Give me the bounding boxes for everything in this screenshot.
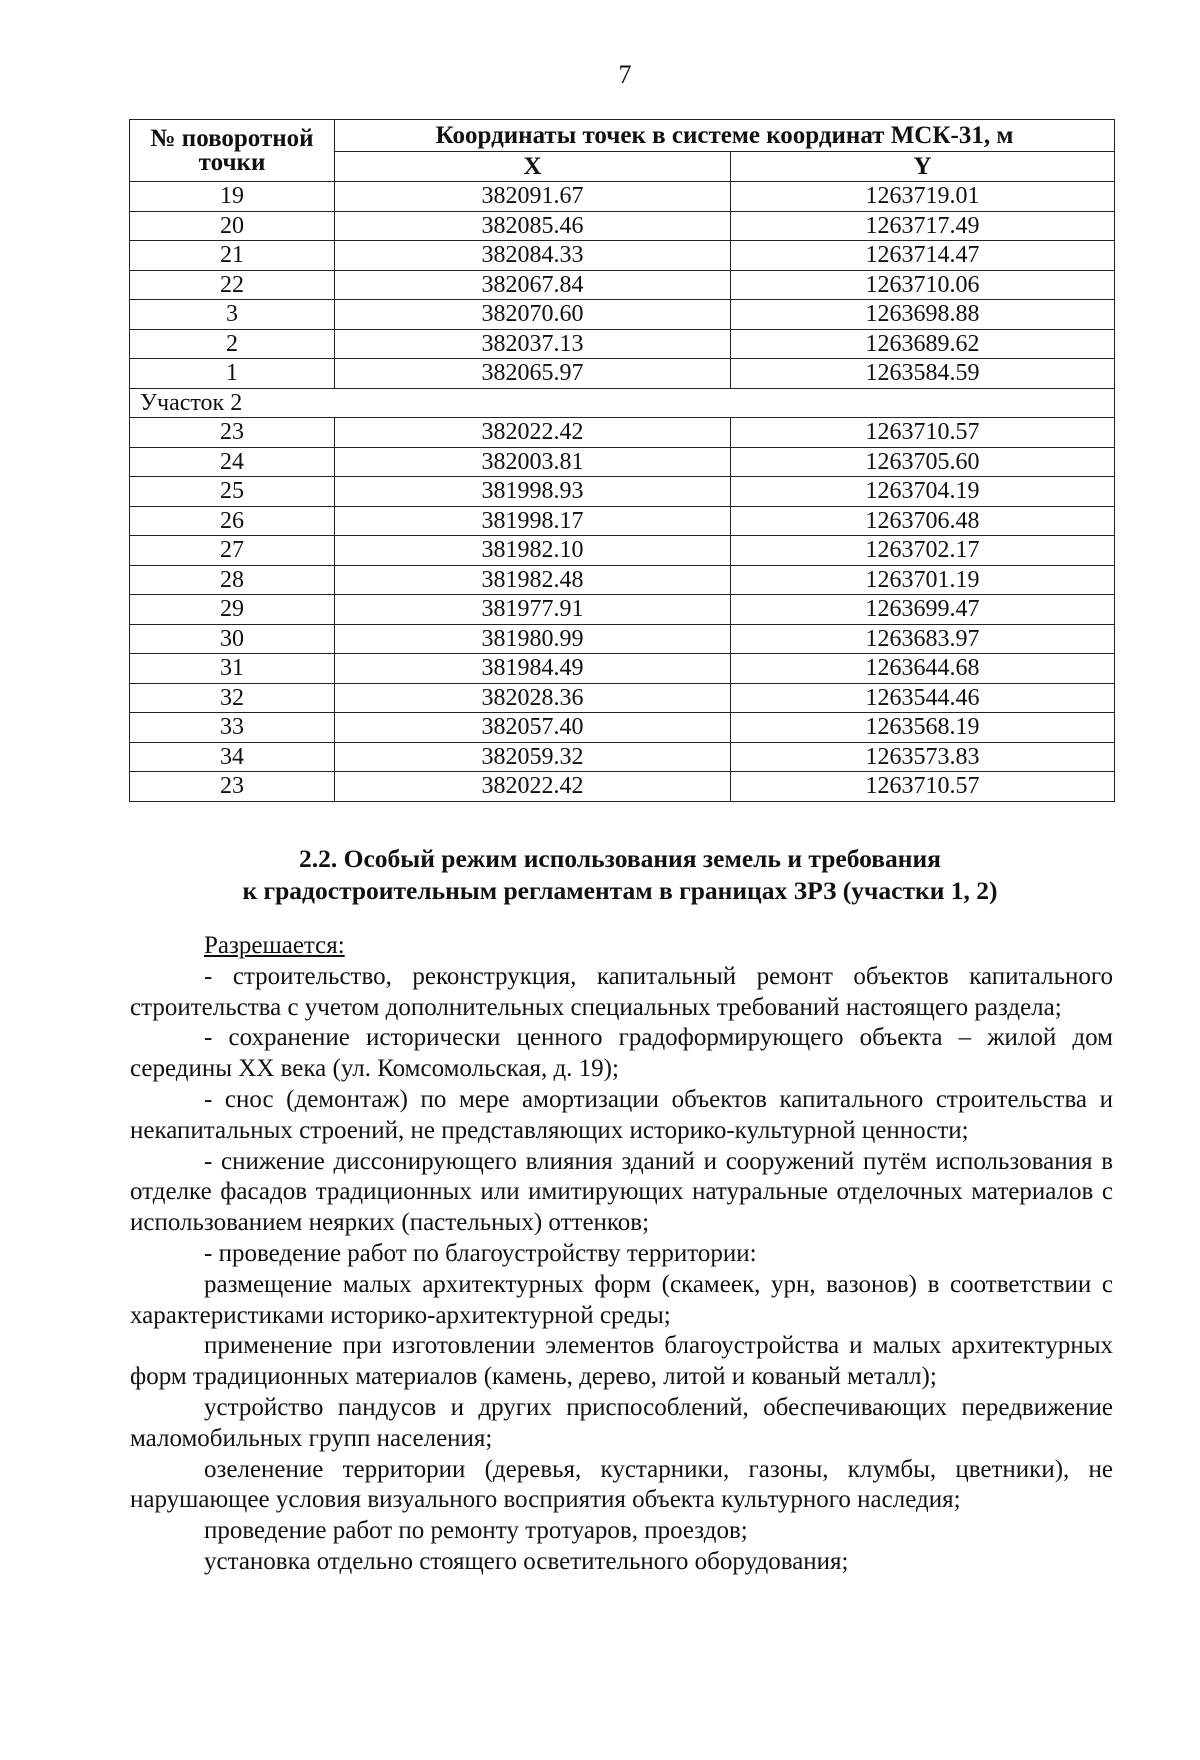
y-coordinate-cell: 1263544.46 (731, 683, 1115, 713)
y-coordinate-cell: 1263683.97 (731, 624, 1115, 654)
x-coordinate-cell: 381998.17 (335, 506, 731, 536)
point-number-cell: 29 (130, 595, 335, 625)
y-coordinate-cell: 1263710.57 (731, 418, 1115, 448)
table-row (130, 595, 1115, 625)
x-coordinate-cell: 381980.99 (335, 624, 731, 654)
table-row (130, 447, 1115, 477)
x-coordinate-cell: 381977.91 (335, 595, 731, 625)
header-x: X (335, 152, 731, 182)
allowed-label: Разрешается: (204, 932, 345, 959)
y-coordinate-cell: 1263704.19 (731, 477, 1115, 507)
table-row (130, 182, 1115, 212)
table-row (130, 506, 1115, 536)
point-number-cell: 31 (130, 654, 335, 684)
x-coordinate-cell: 381982.48 (335, 565, 731, 595)
x-coordinate-cell: 382003.81 (335, 447, 731, 477)
y-coordinate-cell: 1263710.57 (731, 772, 1115, 802)
y-coordinate-cell: 1263714.47 (731, 241, 1115, 271)
body-paragraph: устройство пандусов и других приспособлений, обеспечивающих передвижение маломобильных групп населения; (130, 1393, 1113, 1452)
table-row (130, 241, 1115, 271)
point-number-cell: 21 (130, 241, 335, 271)
point-number-cell: 30 (130, 624, 335, 654)
y-coordinate-cell: 1263710.06 (731, 270, 1115, 300)
point-number-cell: 24 (130, 447, 335, 477)
table-row (130, 477, 1115, 507)
x-coordinate-cell: 382022.42 (335, 418, 731, 448)
y-coordinate-cell: 1263717.49 (731, 211, 1115, 241)
point-number-cell: 23 (130, 418, 335, 448)
table-row (130, 624, 1115, 654)
body-paragraph: размещение малых архитектурных форм (скамеек, урн, вазонов) в соответствии с характеристиками историко-архитектурной среды; (130, 1270, 1113, 1329)
y-coordinate-cell: 1263701.19 (731, 565, 1115, 595)
y-coordinate-cell: 1263699.47 (731, 595, 1115, 625)
y-coordinate-cell: 1263573.83 (731, 742, 1115, 772)
point-number-cell: 22 (130, 270, 335, 300)
table-row (130, 742, 1115, 772)
section-title-line-1: 2.2. Особый режим использования земель и требования (299, 844, 941, 873)
y-coordinate-cell: 1263689.62 (731, 329, 1115, 359)
table-row (130, 683, 1115, 713)
point-number-cell: 3 (130, 300, 335, 330)
table-row (130, 654, 1115, 684)
point-number-cell: 20 (130, 211, 335, 241)
point-number-cell: 32 (130, 683, 335, 713)
header-coordinates: Координаты точек в системе координат МСК-31, м (335, 120, 1115, 152)
table-row (130, 772, 1115, 802)
body-paragraph: - проведение работ по благоустройству территории: (204, 1239, 757, 1267)
x-coordinate-cell: 382084.33 (335, 241, 731, 271)
body-paragraph: - снос (демонтаж) по мере амортизации объектов капитального строительства и некапитальных строений, не представляющих историко-культурной ценности; (130, 1085, 1113, 1144)
body-paragraph: - снижение диссонирующего влияния зданий и сооружений путём использования в отделке фасадов традиционных или имитирующих натуральные отделочных материалов с использованием неярких (пастельных) оттенков; (130, 1147, 1113, 1237)
point-number-cell: 1 (130, 359, 335, 389)
x-coordinate-cell: 382067.84 (335, 270, 731, 300)
x-coordinate-cell: 381982.10 (335, 536, 731, 566)
body-paragraph: применение при изготовлении элементов благоустройства и малых архитектурных форм традиционных материалов (камень, дерево, литой и кованый металл); (130, 1332, 1113, 1391)
point-number-cell: 19 (130, 182, 335, 212)
table-row (130, 359, 1115, 389)
y-coordinate-cell: 1263698.88 (731, 300, 1115, 330)
y-coordinate-cell: 1263584.59 (731, 359, 1115, 389)
x-coordinate-cell: 382022.42 (335, 772, 731, 802)
body-paragraph: - сохранение исторически ценного градоформирующего объекта – жилой дом середины XX века (ул. Комсомольская, д. 19); (130, 1024, 1113, 1083)
page-number: 7 (618, 60, 632, 89)
table-row (130, 329, 1115, 359)
body-paragraph: проведение работ по ремонту тротуаров, проездов; (204, 1517, 748, 1545)
table-row (130, 300, 1115, 330)
body-paragraph: озеленение территории (деревья, кустарники, газоны, клумбы, цветники), не нарушающее условия визуального восприятия объекта культурного наследия; (130, 1455, 1113, 1514)
point-number-cell: 2 (130, 329, 335, 359)
table-row (130, 565, 1115, 595)
table-row (130, 418, 1115, 448)
x-coordinate-cell: 382037.13 (335, 329, 731, 359)
section-heading (120, 843, 1120, 907)
point-number-cell: 34 (130, 742, 335, 772)
x-coordinate-cell: 381984.49 (335, 654, 731, 684)
x-coordinate-cell: 382059.32 (335, 742, 731, 772)
x-coordinate-cell: 382028.36 (335, 683, 731, 713)
x-coordinate-cell: 382070.60 (335, 300, 731, 330)
y-coordinate-cell: 1263702.17 (731, 536, 1115, 566)
section-title-line-2: к градостроительным регламентам в границах ЗРЗ (участки 1, 2) (242, 876, 998, 905)
y-coordinate-cell: 1263705.60 (731, 447, 1115, 477)
body-paragraph: установка отдельно стоящего осветительного оборудования; (204, 1547, 849, 1575)
header-y: Y (731, 152, 1115, 182)
y-coordinate-cell: 1263706.48 (731, 506, 1115, 536)
x-coordinate-cell: 382085.46 (335, 211, 731, 241)
table-row (130, 536, 1115, 566)
point-number-cell: 23 (130, 772, 335, 802)
point-number-cell: 33 (130, 713, 335, 743)
table-body (130, 182, 1115, 802)
section-label: Участок 2 (130, 388, 1115, 418)
table-row (130, 270, 1115, 300)
point-number-cell: 25 (130, 477, 335, 507)
table-row (130, 211, 1115, 241)
table-row (130, 713, 1115, 743)
y-coordinate-cell: 1263644.68 (731, 654, 1115, 684)
point-number-cell: 26 (130, 506, 335, 536)
y-coordinate-cell: 1263719.01 (731, 182, 1115, 212)
coordinates-table (129, 119, 1115, 802)
x-coordinate-cell: 382065.97 (335, 359, 731, 389)
x-coordinate-cell: 382091.67 (335, 182, 731, 212)
header-point-number: № поворотной точки (130, 120, 335, 182)
point-number-cell: 28 (130, 565, 335, 595)
body-text (130, 931, 1113, 1578)
y-coordinate-cell: 1263568.19 (731, 713, 1115, 743)
body-paragraph: - строительство, реконструкция, капитальный ремонт объектов капитального строительства с учетом дополнительных специальных требований настоящего раздела; (130, 962, 1113, 1021)
table-section-row (130, 388, 1115, 418)
x-coordinate-cell: 382057.40 (335, 713, 731, 743)
x-coordinate-cell: 381998.93 (335, 477, 731, 507)
point-number-cell: 27 (130, 536, 335, 566)
